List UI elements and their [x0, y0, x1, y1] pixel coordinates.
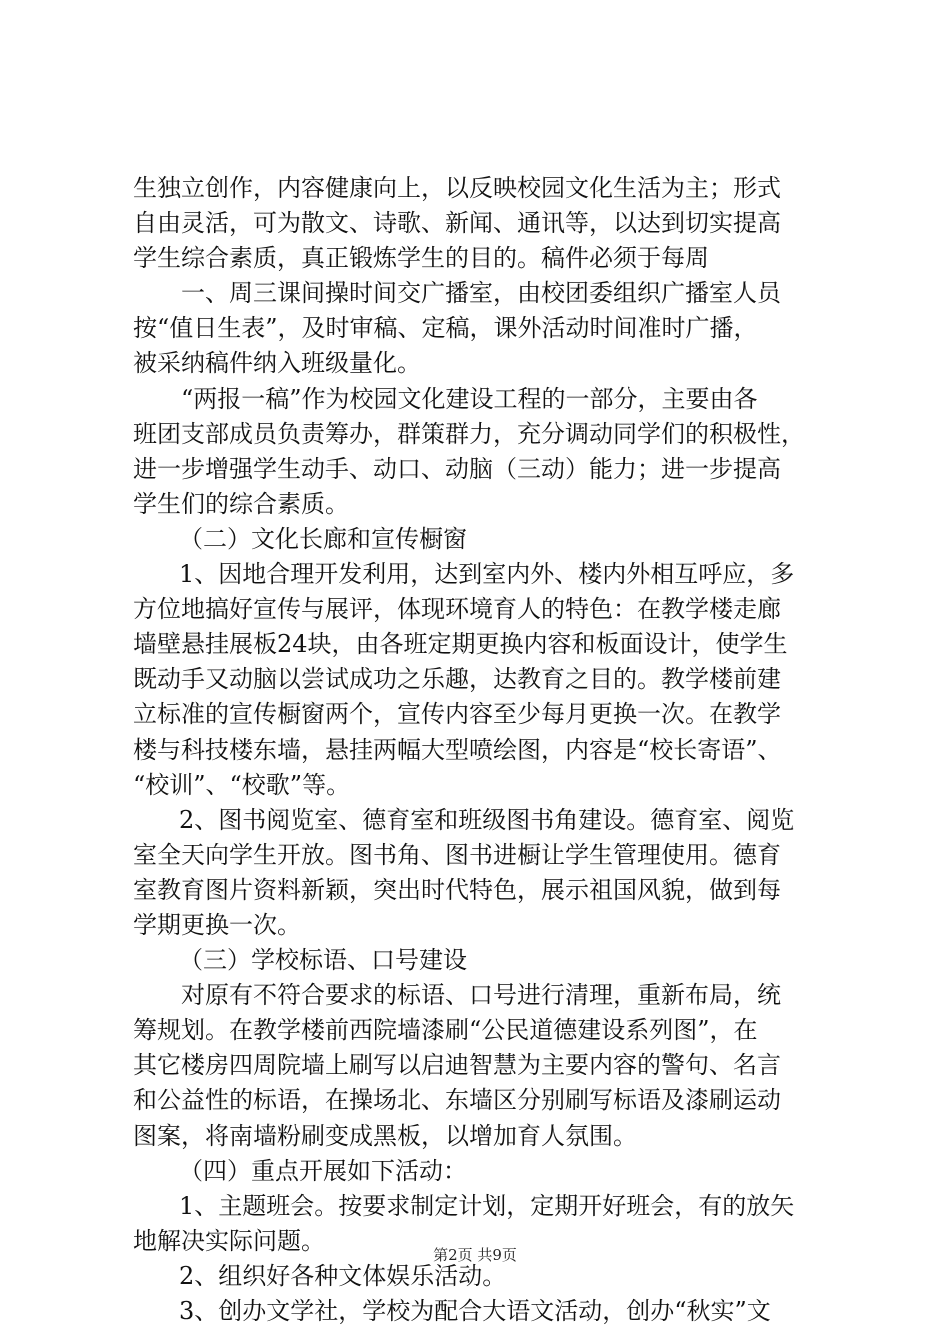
text-line: 其它楼房四周院墙上刷写以启迪智慧为主要内容的警句、名言: [133, 1051, 781, 1080]
text-line: 地解决实际问题。: [133, 1226, 325, 1255]
text-line: 筹规划。在教学楼前西院墙漆刷“公民道德建设系列图”，在: [133, 1016, 758, 1045]
text-line: 自由灵活，可为散文、诗歌、新闻、通讯等，以达到切实提高: [133, 209, 781, 238]
paragraph-start-line: 1、主题班会。按要求制定计划，定期开好班会，有的放矢: [179, 1191, 795, 1220]
text-line: 既动手又动脑以尝试成功之乐趣，达教育之目的。教学楼前建: [133, 665, 781, 694]
paragraph-start-line: 对原有不符合要求的标语、口号进行清理，重新布局，统: [181, 981, 781, 1010]
text-line: 学期更换一次。: [133, 910, 301, 939]
paragraph-start-line: 一、周三课间操时间交广播室，由校团委组织广播室人员: [181, 279, 781, 308]
text-line: 立标准的宣传橱窗两个，宣传内容至少每月更换一次。在教学: [133, 700, 781, 729]
text-line: 生独立创作，内容健康向上，以反映校园文化生活为主；形式: [133, 174, 781, 202]
text-line: 学生综合素质，真正锻炼学生的目的。稿件必须于每周: [133, 244, 709, 273]
text-line: 和公益性的标语，在操场北、东墙区分别刷写标语及漆刷运动: [133, 1086, 781, 1115]
document-body: [133, 171, 853, 1329]
text-line: 学生们的综合素质。: [133, 489, 349, 518]
text-line: 楼与科技楼东墙，悬挂两幅大型喷绘图，内容是“校长寄语”、: [133, 735, 782, 764]
text-line: 进一步增强学生动手、动口、动脑（三动）能力；进一步提高: [133, 454, 781, 483]
text-line: 班团支部成员负责筹办，群策群力，充分调动同学们的积极性，: [133, 419, 805, 448]
page-number-footer: 第2页 共9页: [433, 1246, 517, 1264]
paragraph-start-line: 2、组织好各种文体娱乐活动。: [179, 1261, 507, 1290]
text-line: 墙壁悬挂展板24块，由各班定期更换内容和板面设计，使学生: [133, 630, 788, 659]
text-line: 图案，将南墙粉刷变成黑板，以增加育人氛围。: [133, 1121, 637, 1150]
paragraph-start-line: 1、因地合理开发利用，达到室内外、楼内外相互呼应，多: [179, 560, 795, 589]
paragraph-start-line: 2、图书阅览室、德育室和班级图书角建设。德育室、阅览: [179, 805, 795, 834]
text-line: “校训”、“校歌”等。: [133, 770, 351, 799]
text-line: 室全天向学生开放。图书角、图书进橱让学生管理使用。德育: [133, 840, 781, 869]
section-heading: （二）文化长廊和宣传橱窗: [179, 524, 467, 553]
section-heading: （四）重点开展如下活动：: [179, 1156, 467, 1185]
text-line: 室教育图片资料新颖，突出时代特色，展示祖国风貌，做到每: [133, 875, 781, 904]
paragraph-start-line: 3、创办文学社，学校为配合大语文活动，创办“秋实”文: [179, 1297, 771, 1325]
paragraph-start-line: “两报一稿”作为校园文化建设工程的一部分，主要由各: [181, 384, 758, 413]
section-heading: （三）学校标语、口号建设: [179, 946, 467, 975]
text-line: 被采纳稿件纳入班级量化。: [133, 349, 421, 378]
text-line: 按“值日生表”，及时审稿、定稿，课外活动时间准时广播，: [133, 314, 758, 343]
text-line: 方位地搞好宣传与展评，体现环境育人的特色：在教学楼走廊: [133, 595, 781, 624]
